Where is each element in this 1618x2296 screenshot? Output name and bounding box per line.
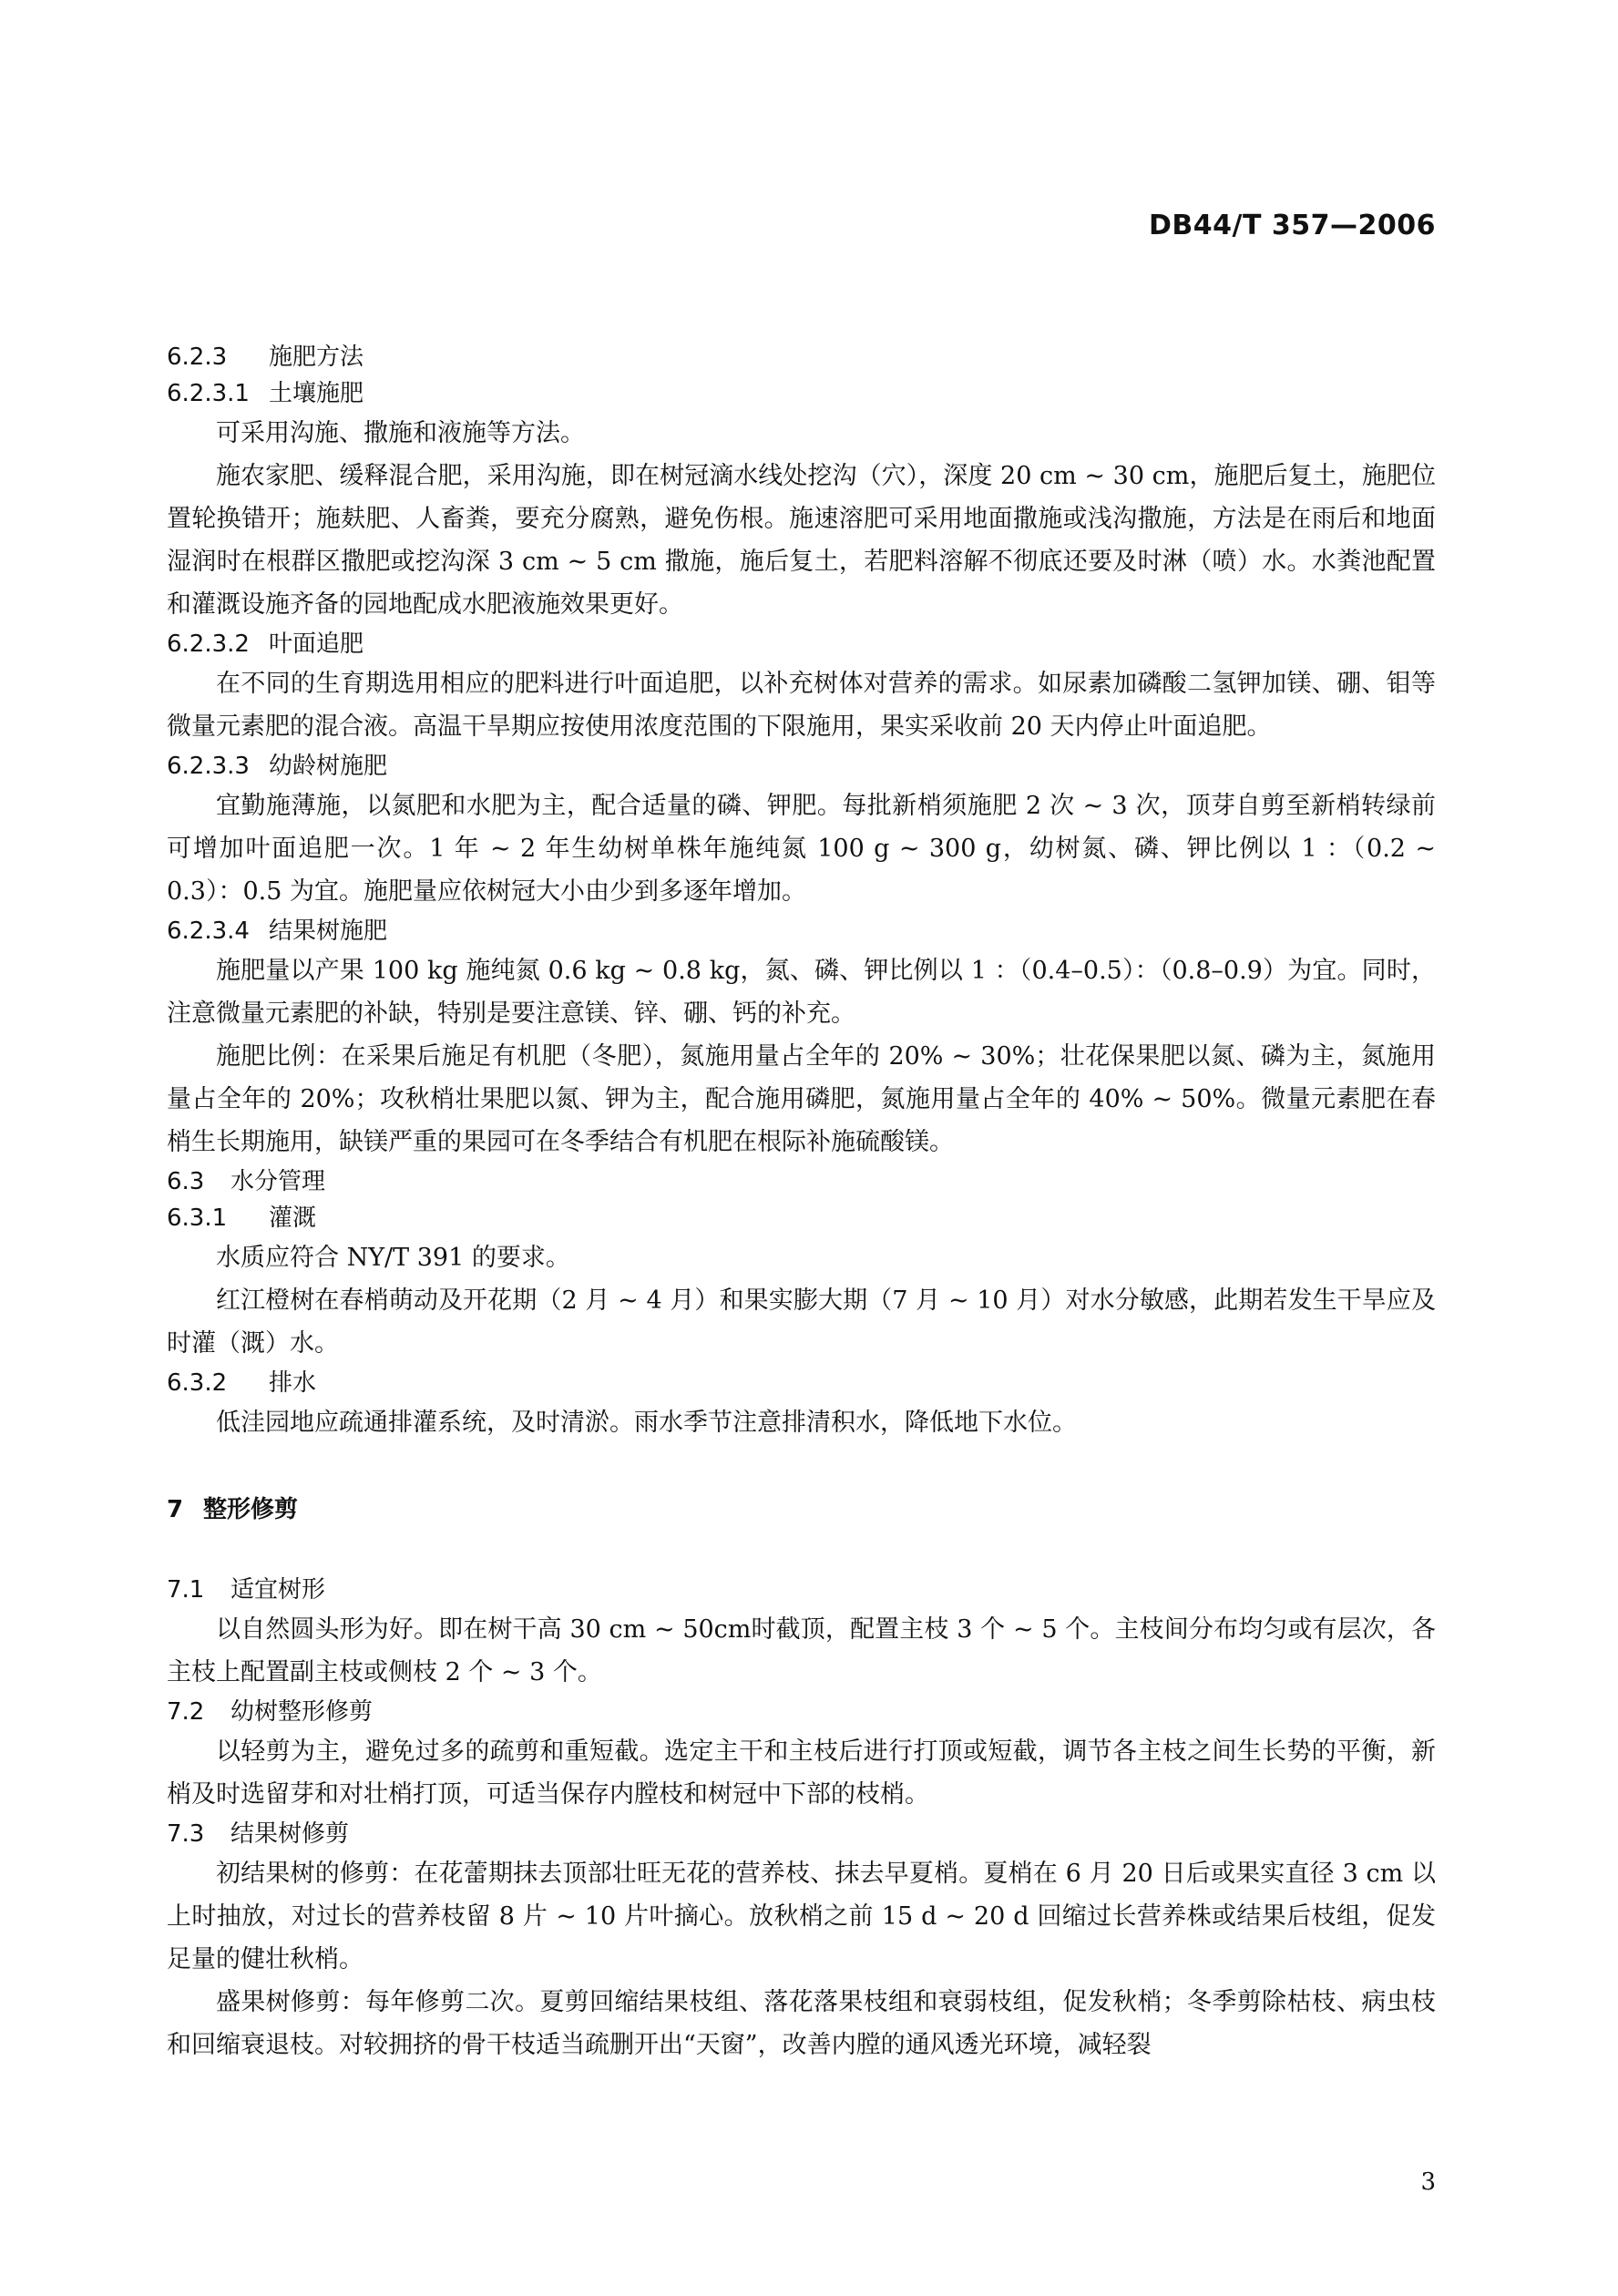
section-number: 7	[167, 1496, 184, 1523]
section-number: 6.3	[167, 1168, 205, 1195]
section-number: 6.2.3.3	[167, 753, 250, 780]
page-number: 3	[1420, 2168, 1436, 2196]
section-title: 施肥方法	[269, 343, 364, 371]
section-number: 7.2	[167, 1698, 205, 1726]
paragraph: 以自然圆头形为好。即在树干高 30 cm ~ 50cm时截顶，配置主枝 3 个 ~ 5 个。主枝间分布均匀或有层次，各主枝上配置副主枝或侧枝 2 个 ~ 3 个。	[167, 1615, 1436, 1686]
paragraph: 可采用沟施、撒施和液施等方法。	[216, 419, 585, 447]
document-code: DB44/T 357—2006	[1149, 210, 1436, 241]
document-body	[167, 339, 1436, 2066]
paragraph: 盛果树修剪：每年修剪二次。夏剪回缩结果枝组、落花落果枝组和衰弱枝组，促发秋梢；冬季剪除枯枝、病虫枝和回缩衰退枝。对较拥挤的骨干枝适当疏删开出“天窗”，改善内膛的通风透光环境，减轻裂	[167, 1988, 1436, 2059]
section-heading	[167, 913, 1436, 949]
paragraph: 施肥量以产果 100 kg 施纯氮 0.6 kg ~ 0.8 kg，氮、磷、钾比例以 1 ：（0.4–0.5）：（0.8–0.9）为宜。同时，注意微量元素肥的补缺，特别是要注意镁、锌、硼、钙的补充。	[167, 957, 1436, 1028]
section-title: 整形修剪	[203, 1496, 299, 1523]
section-title: 叶面追肥	[269, 630, 364, 658]
section-title: 土壤施肥	[269, 380, 364, 407]
section-number: 6.2.3.2	[167, 630, 250, 658]
section-heading	[167, 1491, 1436, 1528]
section-number: 6.3.2	[167, 1369, 228, 1397]
section-number: 6.2.3	[167, 343, 228, 371]
section-number: 7.3	[167, 1820, 205, 1848]
paragraph: 施肥比例：在采果后施足有机肥（冬肥），氮施用量占全年的 20% ~ 30%；壮花保果肥以氮、磷为主，氮施用量占全年的 20%；攻秋梢壮果肥以氮、钾为主，配合施用磷肥，氮施用量占全年的 40% ~ 50%。微量元素肥在春梢生长期施用，缺镁严重的果园可在冬季结合有机肥在根际补施硫酸镁。	[167, 1042, 1436, 1156]
section-title: 结果树修剪	[230, 1820, 350, 1848]
paragraph: 以轻剪为主，避免过多的疏剪和重短截。选定主干和主枝后进行打顶或短截，调节各主枝之间生长势的平衡，新梢及时选留芽和对壮梢打顶，可适当保存内膛枝和树冠中下部的枝梢。	[167, 1737, 1436, 1809]
section-title: 排水	[269, 1369, 317, 1397]
section-number: 6.2.3.4	[167, 917, 250, 945]
section-title: 灌溉	[269, 1204, 317, 1232]
section-heading	[167, 1365, 1436, 1401]
section-title: 适宜树形	[230, 1576, 326, 1604]
paragraph: 施农家肥、缓释混合肥，采用沟施，即在树冠滴水线处挖沟（穴），深度 20 cm ~ 30 cm，施肥后复土，施肥位置轮换错开；施麸肥、人畜粪，要充分腐熟，避免伤根。施速溶肥可采用地面撒施或浅沟撒施，方法是在雨后和地面湿润时在根群区撒肥或挖沟深 3 cm ~ 5 cm 撒施，施后复土，若肥料溶解不彻底还要及时淋（喷）水。水粪池配置和灌溉设施齐备的园地配成水肥液施效果更好。	[167, 462, 1436, 619]
section-heading	[167, 375, 1436, 412]
section-heading	[167, 626, 1436, 662]
paragraph: 宜勤施薄施，以氮肥和水肥为主，配合适量的磷、钾肥。每批新梢须施肥 2 次 ~ 3 次，顶芽自剪至新梢转绿前可增加叶面追肥一次。1 年 ~ 2 年生幼树单株年施纯氮 100 g ~ 300 g，幼树氮、磷、钾比例以 1 ：（0.2 ~ 0.3）：0.5 为宜。施肥量应依树冠大小由少到多逐年增加。	[167, 792, 1436, 906]
section-heading	[167, 339, 1436, 375]
section-title: 幼龄树施肥	[269, 753, 388, 780]
section-title: 水分管理	[230, 1168, 326, 1195]
paragraph: 初结果树的修剪：在花蕾期抹去顶部壮旺无花的营养枝、抹去早夏梢。夏梢在 6 月 20 日后或果实直径 3 cm 以上时抽放，对过长的营养枝留 8 片 ~ 10 片叶摘心。放秋梢之前 15 d ~ 20 d 回缩过长营养株或结果后枝组，促发足量的健壮秋梢。	[167, 1860, 1436, 1973]
section-number: 6.2.3.1	[167, 380, 250, 407]
section-title: 幼树整形修剪	[230, 1698, 374, 1726]
section-heading	[167, 1163, 1436, 1200]
paragraph: 红江橙树在春梢萌动及开花期（2 月 ~ 4 月）和果实膨大期（7 月 ~ 10 月）对水分敏感，此期若发生干旱应及时灌（溉）水。	[167, 1286, 1436, 1358]
section-heading	[167, 1572, 1436, 1608]
section-number: 7.1	[167, 1576, 205, 1604]
section-heading	[167, 1816, 1436, 1852]
section-title: 结果树施肥	[269, 917, 388, 945]
paragraph: 水质应符合 NY/T 391 的要求。	[216, 1244, 570, 1272]
section-heading	[167, 748, 1436, 784]
paragraph: 低洼园地应疏通排灌系统，及时清淤。雨水季节注意排清积水，降低地下水位。	[216, 1409, 1077, 1437]
section-heading	[167, 1694, 1436, 1730]
section-number: 6.3.1	[167, 1204, 228, 1232]
paragraph: 在不同的生育期选用相应的肥料进行叶面追肥，以补充树体对营养的需求。如尿素加磷酸二氢钾加镁、硼、钼等微量元素肥的混合液。高温干旱期应按使用浓度范围的下限施用，果实采收前 20 天内停止叶面追肥。	[167, 670, 1436, 741]
section-heading	[167, 1200, 1436, 1236]
